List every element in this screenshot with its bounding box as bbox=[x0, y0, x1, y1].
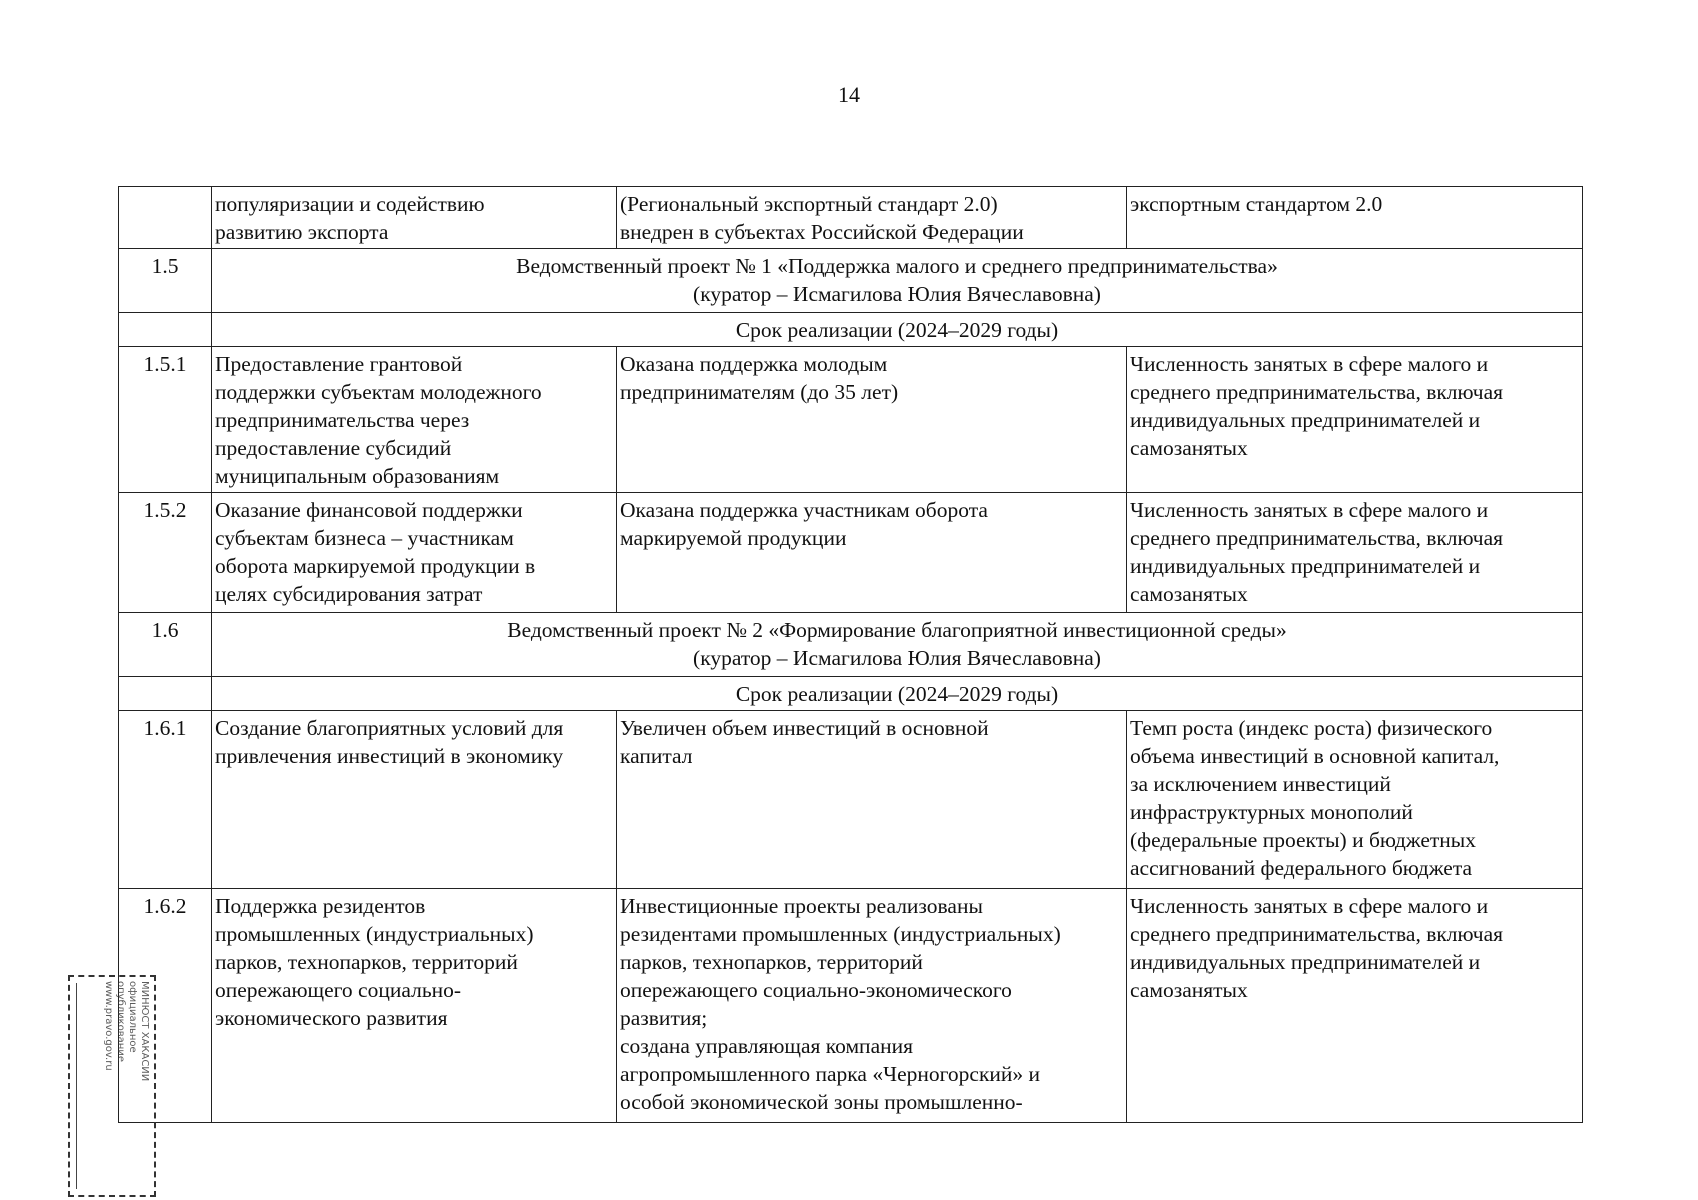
row-number-cell: 1.5 bbox=[119, 249, 212, 313]
cell-line: среднего предпринимательства, включая bbox=[1130, 380, 1504, 404]
indicator-cell bbox=[1127, 711, 1583, 889]
measure-name-cell bbox=[212, 347, 617, 493]
cell-line: (федеральные проекты) и бюджетных bbox=[1130, 828, 1477, 852]
stamp-text bbox=[70, 977, 154, 1195]
cell-line: Инвестиционные проекты реализованы bbox=[620, 894, 983, 918]
cell-line: развитию экспорта bbox=[215, 220, 389, 244]
result-cell bbox=[617, 711, 1127, 889]
table-row bbox=[119, 347, 1583, 493]
row-number-cell bbox=[119, 187, 212, 249]
project-title: Ведомственный проект № 1 «Поддержка малого и среднего предпринимательства» bbox=[516, 254, 1278, 278]
project-header-row bbox=[119, 613, 1583, 677]
cell-line: Поддержка резидентов bbox=[215, 894, 426, 918]
cell-line: субъектам бизнеса – участникам bbox=[215, 526, 514, 550]
cell-line: объема инвестиций в основной капитал, bbox=[1130, 744, 1500, 768]
cell-line: резидентами промышленных (индустриальных) bbox=[620, 922, 1061, 946]
measures-table bbox=[118, 186, 1583, 1123]
cell-line: муниципальным образованиям bbox=[215, 464, 500, 488]
cell-line: среднего предпринимательства, включая bbox=[1130, 526, 1504, 550]
cell-line: Численность занятых в сфере малого и bbox=[1130, 894, 1489, 918]
project-period: Срок реализации (2024–2029 годы) bbox=[212, 313, 1583, 347]
table-row bbox=[119, 711, 1583, 889]
empty-cell bbox=[119, 677, 212, 711]
row-number-cell: 1.6 bbox=[119, 613, 212, 677]
cell-line: экономического развития bbox=[215, 1006, 448, 1030]
cell-line: за исключением инвестиций bbox=[1130, 772, 1391, 796]
project-curator: (куратор – Исмагилова Юлия Вячеславовна) bbox=[693, 282, 1101, 306]
row-number-cell: 1.5.1 bbox=[119, 347, 212, 493]
cell-line: опережающего социально-экономического bbox=[620, 978, 1012, 1002]
project-period: Срок реализации (2024–2029 годы) bbox=[212, 677, 1583, 711]
cell-line: (Региональный экспортный стандарт 2.0) bbox=[620, 192, 998, 216]
project-title-cell bbox=[212, 613, 1583, 677]
project-period-row bbox=[119, 677, 1583, 711]
cell-line: маркируемой продукции bbox=[620, 526, 847, 550]
publication-stamp bbox=[68, 975, 156, 1197]
cell-line: парков, технопарков, территорий bbox=[215, 950, 518, 974]
cell-line: развития; bbox=[620, 1006, 708, 1030]
cell-line: Оказание финансовой поддержки bbox=[215, 498, 523, 522]
row-number-cell: 1.6.2 bbox=[119, 889, 212, 1123]
cell-line: Увеличен объем инвестиций в основной bbox=[620, 716, 989, 740]
cell-line: самозанятых bbox=[1130, 978, 1248, 1002]
indicator-cell bbox=[1127, 493, 1583, 613]
cell-line: популяризации и содействию bbox=[215, 192, 485, 216]
cell-line: Численность занятых в сфере малого и bbox=[1130, 498, 1489, 522]
indicator-cell bbox=[1127, 187, 1583, 249]
indicator-cell bbox=[1127, 889, 1583, 1123]
cell-line: инфраструктурных монополий bbox=[1130, 800, 1413, 824]
cell-line: Оказана поддержка участникам оборота bbox=[620, 498, 988, 522]
project-title-cell bbox=[212, 249, 1583, 313]
cell-line: создана управляющая компания bbox=[620, 1034, 914, 1058]
cell-line: оборота маркируемой продукции в bbox=[215, 554, 536, 578]
stamp-line: опубликование bbox=[115, 981, 126, 1063]
stamp-line: МИНЮСТ ХАКАСИИ bbox=[139, 981, 150, 1082]
result-cell bbox=[617, 347, 1127, 493]
cell-line: Темп роста (индекс роста) физического bbox=[1130, 716, 1493, 740]
cell-line: экспортным стандартом 2.0 bbox=[1130, 192, 1383, 216]
measure-name-cell bbox=[212, 889, 617, 1123]
measure-name-cell bbox=[212, 187, 617, 249]
cell-line: промышленных (индустриальных) bbox=[215, 922, 534, 946]
cell-line: Создание благоприятных условий для bbox=[215, 716, 564, 740]
cell-line: парков, технопарков, территорий bbox=[620, 950, 923, 974]
cell-line: индивидуальных предпринимателей и bbox=[1130, 554, 1481, 578]
measure-name-cell bbox=[212, 711, 617, 889]
table-row bbox=[119, 493, 1583, 613]
project-header-row bbox=[119, 249, 1583, 313]
cell-line: Численность занятых в сфере малого и bbox=[1130, 352, 1489, 376]
cell-line: предоставление субсидий bbox=[215, 436, 452, 460]
result-cell bbox=[617, 493, 1127, 613]
cell-line: внедрен в субъектах Российской Федерации bbox=[620, 220, 1024, 244]
cell-line: поддержки субъектам молодежного bbox=[215, 380, 542, 404]
project-curator: (куратор – Исмагилова Юлия Вячеславовна) bbox=[693, 646, 1101, 670]
project-title: Ведомственный проект № 2 «Формирование благоприятной инвестиционной среды» bbox=[507, 618, 1287, 642]
cell-line: особой экономической зоны промышленно- bbox=[620, 1090, 1023, 1114]
cell-line: предпринимателям (до 35 лет) bbox=[620, 380, 899, 404]
cell-line: агропромышленного парка «Черногорский» и bbox=[620, 1062, 1041, 1086]
cell-line: предпринимательства через bbox=[215, 408, 470, 432]
row-number-cell: 1.6.1 bbox=[119, 711, 212, 889]
table-row bbox=[119, 889, 1583, 1123]
cell-line: целях субсидирования затрат bbox=[215, 582, 483, 606]
result-cell bbox=[617, 889, 1127, 1123]
cell-line: самозанятых bbox=[1130, 582, 1248, 606]
cell-line: опережающего социально- bbox=[215, 978, 462, 1002]
stamp-line: www.pravo.gov.ru bbox=[103, 981, 114, 1071]
row-number-cell: 1.5.2 bbox=[119, 493, 212, 613]
cell-line: ассигнований федерального бюджета bbox=[1130, 856, 1473, 880]
cell-line: среднего предпринимательства, включая bbox=[1130, 922, 1504, 946]
cell-line: Предоставление грантовой bbox=[215, 352, 463, 376]
indicator-cell bbox=[1127, 347, 1583, 493]
cell-line: Оказана поддержка молодым bbox=[620, 352, 888, 376]
result-cell bbox=[617, 187, 1127, 249]
measure-name-cell bbox=[212, 493, 617, 613]
cell-line: привлечения инвестиций в экономику bbox=[215, 744, 564, 768]
cell-line: индивидуальных предпринимателей и bbox=[1130, 950, 1481, 974]
cell-line: индивидуальных предпринимателей и bbox=[1130, 408, 1481, 432]
table-row bbox=[119, 187, 1583, 249]
page-number: 14 bbox=[838, 82, 860, 107]
empty-cell bbox=[119, 313, 212, 347]
stamp-line: официальное bbox=[127, 981, 138, 1053]
cell-line: капитал bbox=[620, 744, 693, 768]
project-period-row bbox=[119, 313, 1583, 347]
cell-line: самозанятых bbox=[1130, 436, 1248, 460]
